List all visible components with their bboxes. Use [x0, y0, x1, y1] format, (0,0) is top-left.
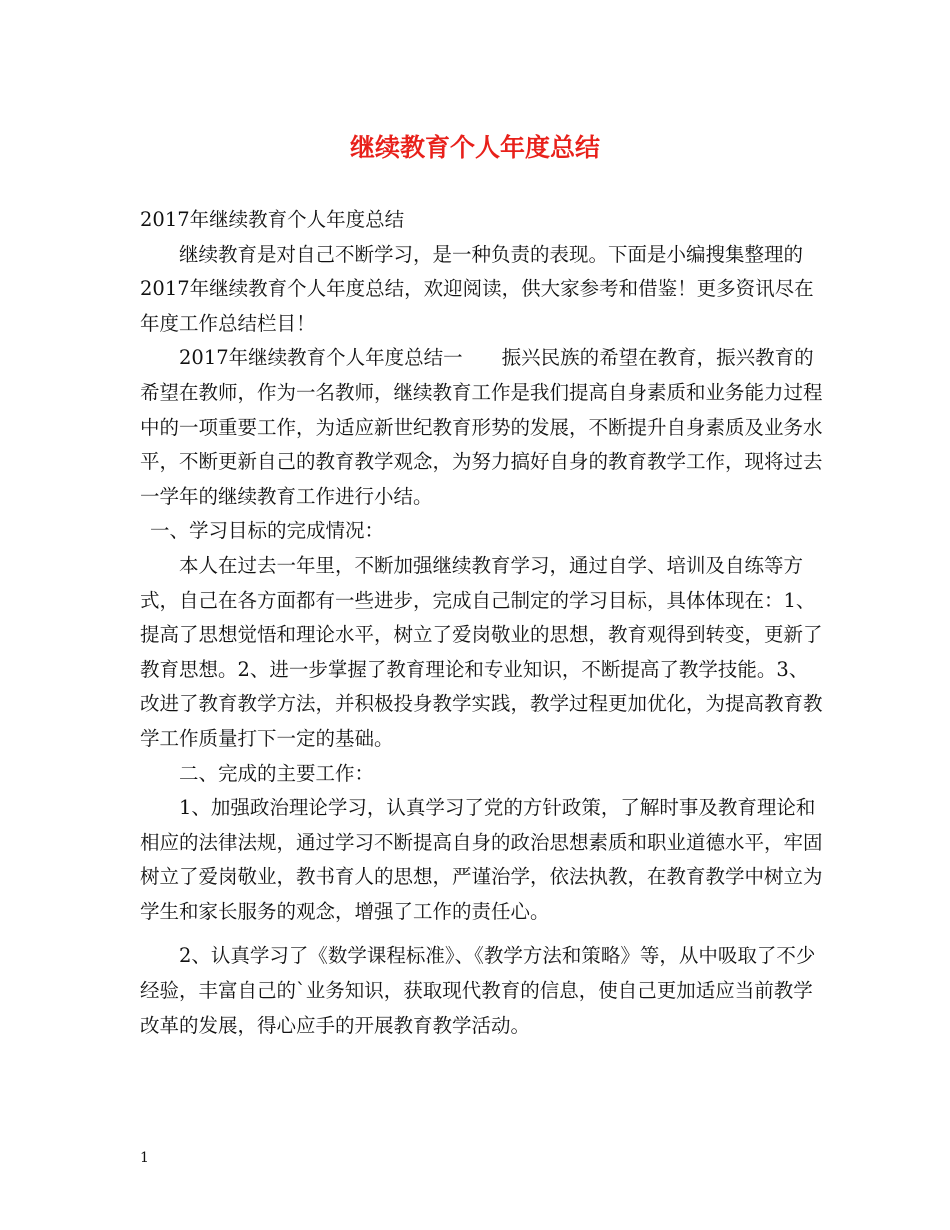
section-heading-work: 二、完成的主要工作：: [179, 761, 375, 785]
document-body: [140, 203, 824, 1043]
section-heading-goals: 一、学习目标的完成情况：: [150, 519, 385, 543]
intro-paragraph: 继续教育是对自己不断学习，是一种负责的表现。下面是小编搜集整理的2017年继续教育个人年度总结，欢迎阅读，供大家参考和借鉴！更多资讯尽在年度工作总结栏目！: [140, 242, 814, 335]
work-item-2: 2、认真学习了《数学课程标准》、《教学方法和策略》等，从中吸取了不少经验，丰富自己的`业务知识，获取现代教育的信息，使自己更加适应当前教学改革的发展，得心应手的开展教育教学活动。: [140, 944, 816, 1037]
document-title: 继续教育个人年度总结: [349, 133, 600, 162]
summary-paragraph-one: 2017年继续教育个人年度总结一 振兴民族的希望在教育，振兴教育的希望在教师，作为一名教师，继续教育工作是我们提高自身素质和业务能力过程中的一项重要工作，为适应新世纪教育形势的发展，不断提升自身素质及业务水平，不断更新自己的教育教学观念，为努力搞好自身的教育教学工作，现将过去一学年的继续教育工作进行小结。: [140, 346, 823, 508]
goals-paragraph: 本人在过去一年里，不断加强继续教育学习，通过自学、培训及自练等方式，自己在各方面都有一些进步，完成自己制定的学习目标，具体体现在：1、提高了思想觉悟和理论水平，树立了爱岗敬业的思想，教育观得到转变，更新了教育思想。2、进一步掌握了教育理论和专业知识，不断提高了教学技能。3、改进了教育教学方法，并积极投身教学实践，教学过程更加优化，为提高教育教学工作质量打下一定的基础。: [140, 553, 823, 750]
work-item-1: 1、加强政治理论学习，认真学习了党的方针政策，了解时事及教育理论和相应的法律法规，通过学习不断提高自身的政治思想素质和职业道德水平，牢固树立了爱岗敬业，教书育人的思想，严谨治学，依法执教，在教育教学中树立为学生和家长服务的观念，增强了工作的责任心。: [140, 796, 823, 923]
page-number: 1: [140, 1150, 149, 1166]
document-subtitle: 2017年继续教育个人年度总结: [140, 208, 405, 231]
